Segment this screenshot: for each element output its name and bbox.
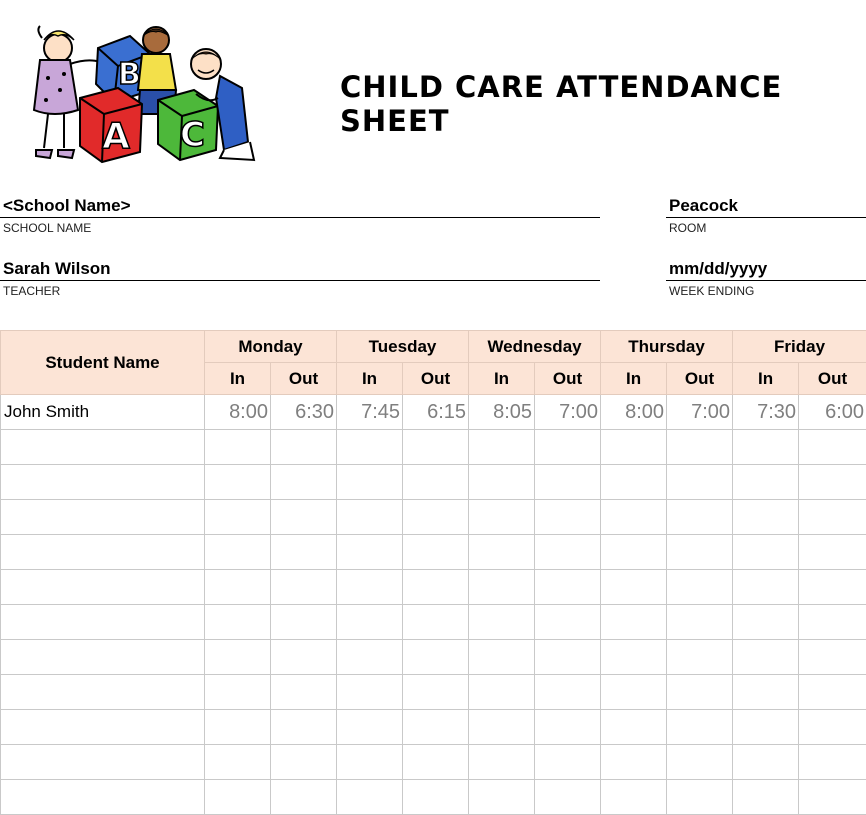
time-out-cell[interactable] [667,465,733,500]
student-name-cell[interactable]: John Smith [1,395,205,430]
time-out-cell[interactable] [535,430,601,465]
time-in-cell[interactable] [469,570,535,605]
table-row [1,605,866,640]
time-in-cell[interactable]: 7:30 [733,395,799,430]
time-in-cell[interactable] [469,535,535,570]
time-out-cell[interactable] [535,535,601,570]
in-header-thursday: In [601,363,667,395]
student-name-cell[interactable] [1,570,205,605]
time-out-cell[interactable] [535,500,601,535]
time-out-cell[interactable] [799,430,866,465]
day-header-wednesday: Wednesday [469,331,601,363]
logo-letter-c: C [180,115,205,155]
attendance-table [0,330,866,815]
time-out-cell[interactable]: 6:15 [403,395,469,430]
logo-letter-a: A [102,116,130,157]
room-label: ROOM [669,221,707,235]
time-in-cell[interactable] [469,710,535,745]
time-out-cell[interactable] [535,675,601,710]
time-in-cell[interactable] [733,465,799,500]
time-in-cell[interactable] [601,605,667,640]
time-out-cell[interactable] [799,745,866,780]
time-out-cell[interactable] [271,745,337,780]
time-out-cell[interactable] [535,570,601,605]
time-out-cell[interactable] [271,675,337,710]
week-ending-label: WEEK ENDING [669,284,755,298]
student-name-cell[interactable] [1,780,205,815]
time-out-cell[interactable] [535,605,601,640]
table-row [1,780,866,815]
time-in-cell[interactable] [337,780,403,815]
abc-blocks-kids-logo [30,18,270,166]
day-header-thursday: Thursday [601,331,733,363]
time-out-cell[interactable] [271,710,337,745]
time-in-cell[interactable] [733,570,799,605]
time-in-cell[interactable] [469,745,535,780]
time-out-cell[interactable] [403,745,469,780]
time-in-cell[interactable] [601,780,667,815]
student-name-cell[interactable] [1,745,205,780]
time-out-cell[interactable] [667,500,733,535]
time-out-cell[interactable] [667,780,733,815]
time-out-cell[interactable] [535,745,601,780]
out-header-friday: Out [799,363,866,395]
time-in-cell[interactable]: 8:00 [601,395,667,430]
time-in-cell[interactable] [337,465,403,500]
time-in-cell[interactable] [337,500,403,535]
table-row [1,570,866,605]
time-in-cell[interactable] [205,430,271,465]
time-in-cell[interactable] [469,605,535,640]
time-in-cell[interactable] [469,465,535,500]
time-in-cell[interactable] [337,570,403,605]
student-name-cell[interactable] [1,605,205,640]
time-out-cell[interactable] [271,640,337,675]
time-in-cell[interactable] [205,570,271,605]
student-name-cell[interactable] [1,500,205,535]
out-header-thursday: Out [667,363,733,395]
teacher-label: TEACHER [3,284,61,298]
time-out-cell[interactable] [271,465,337,500]
time-out-cell[interactable] [667,675,733,710]
teacher-value[interactable]: Sarah Wilson [0,256,600,281]
time-in-cell[interactable] [601,675,667,710]
time-in-cell[interactable] [469,675,535,710]
student-name-cell[interactable] [1,710,205,745]
table-row [1,710,866,745]
out-header-wednesday: Out [535,363,601,395]
time-in-cell[interactable] [733,675,799,710]
student-name-cell[interactable] [1,675,205,710]
time-out-cell[interactable] [535,710,601,745]
table-row [1,430,866,465]
time-in-cell[interactable] [337,430,403,465]
time-out-cell[interactable] [667,535,733,570]
time-in-cell[interactable] [205,605,271,640]
time-in-cell[interactable]: 8:05 [469,395,535,430]
time-in-cell[interactable]: 7:45 [337,395,403,430]
time-out-cell[interactable] [271,605,337,640]
out-header-monday: Out [271,363,337,395]
table-row [1,745,866,780]
time-in-cell[interactable] [601,640,667,675]
time-out-cell[interactable]: 6:00 [799,395,866,430]
logo-letter-b: B [118,57,141,92]
time-in-cell[interactable] [205,675,271,710]
in-header-friday: In [733,363,799,395]
time-in-cell[interactable] [205,535,271,570]
day-header-tuesday: Tuesday [337,331,469,363]
time-out-cell[interactable] [271,535,337,570]
time-in-cell[interactable] [205,780,271,815]
school-name-field[interactable] [0,193,600,235]
time-in-cell[interactable] [337,605,403,640]
time-out-cell[interactable] [403,710,469,745]
student-name-cell[interactable] [1,535,205,570]
time-in-cell[interactable] [733,535,799,570]
day-header-monday: Monday [205,331,337,363]
in-header-monday: In [205,363,271,395]
out-header-tuesday: Out [403,363,469,395]
week-ending-field[interactable] [666,256,866,298]
time-in-cell[interactable] [733,780,799,815]
room-field[interactable] [666,193,866,235]
time-in-cell[interactable] [337,675,403,710]
time-out-cell[interactable] [799,465,866,500]
time-out-cell[interactable] [799,570,866,605]
time-out-cell[interactable] [799,535,866,570]
time-in-cell[interactable]: 8:00 [205,395,271,430]
time-out-cell[interactable] [271,570,337,605]
time-out-cell[interactable] [667,745,733,780]
time-out-cell[interactable] [403,500,469,535]
in-header-wednesday: In [469,363,535,395]
time-out-cell[interactable] [667,430,733,465]
time-out-cell[interactable] [271,780,337,815]
time-out-cell[interactable] [535,465,601,500]
time-in-cell[interactable] [337,535,403,570]
time-out-cell[interactable] [271,500,337,535]
time-in-cell[interactable] [733,500,799,535]
time-in-cell[interactable] [733,640,799,675]
school-name-value[interactable]: <School Name> [0,193,600,218]
time-in-cell[interactable] [733,745,799,780]
time-out-cell[interactable] [271,430,337,465]
time-out-cell[interactable] [403,605,469,640]
time-in-cell[interactable] [601,745,667,780]
teacher-field[interactable] [0,256,600,298]
time-out-cell[interactable] [799,675,866,710]
time-in-cell[interactable] [601,430,667,465]
time-out-cell[interactable] [667,710,733,745]
table-row [1,535,866,570]
student-name-cell[interactable] [1,640,205,675]
time-in-cell[interactable] [469,780,535,815]
time-out-cell[interactable] [667,640,733,675]
time-out-cell[interactable] [403,430,469,465]
table-row [1,465,866,500]
time-in-cell[interactable] [205,745,271,780]
time-in-cell[interactable] [205,465,271,500]
student-name-header: Student Name [1,331,205,395]
time-out-cell[interactable] [799,500,866,535]
time-in-cell[interactable] [601,570,667,605]
time-out-cell[interactable] [403,780,469,815]
time-out-cell[interactable]: 6:30 [271,395,337,430]
time-in-cell[interactable] [205,710,271,745]
time-in-cell[interactable] [337,640,403,675]
student-name-cell[interactable] [1,430,205,465]
time-out-cell[interactable] [535,780,601,815]
time-out-cell[interactable] [667,570,733,605]
time-in-cell[interactable] [205,640,271,675]
table-row [1,500,866,535]
in-header-tuesday: In [337,363,403,395]
time-in-cell[interactable] [205,500,271,535]
time-in-cell[interactable] [601,710,667,745]
table-row [1,395,866,430]
time-in-cell[interactable] [469,430,535,465]
time-out-cell[interactable] [799,640,866,675]
time-out-cell[interactable] [535,640,601,675]
time-out-cell[interactable] [667,605,733,640]
sheet-title: CHILD CARE ATTENDANCE SHEET [340,70,783,138]
school-name-label: SCHOOL NAME [3,221,92,235]
table-row [1,640,866,675]
time-in-cell[interactable] [601,465,667,500]
time-in-cell[interactable] [337,745,403,780]
time-out-cell[interactable] [799,605,866,640]
table-row [1,675,866,710]
time-out-cell[interactable] [403,535,469,570]
time-out-cell[interactable]: 7:00 [667,395,733,430]
time-in-cell[interactable] [469,500,535,535]
time-in-cell[interactable] [601,535,667,570]
day-header-friday: Friday [733,331,866,363]
time-in-cell[interactable] [733,605,799,640]
week-ending-value[interactable]: mm/dd/yyyy [666,256,866,281]
time-out-cell[interactable] [403,640,469,675]
time-out-cell[interactable] [403,465,469,500]
time-out-cell[interactable] [403,570,469,605]
time-in-cell[interactable] [733,710,799,745]
time-in-cell[interactable] [337,710,403,745]
time-out-cell[interactable] [799,710,866,745]
time-out-cell[interactable]: 7:00 [535,395,601,430]
time-in-cell[interactable] [469,640,535,675]
student-name-cell[interactable] [1,465,205,500]
time-in-cell[interactable] [733,430,799,465]
room-value[interactable]: Peacock [666,193,866,218]
time-out-cell[interactable] [799,780,866,815]
time-in-cell[interactable] [601,500,667,535]
time-out-cell[interactable] [403,675,469,710]
